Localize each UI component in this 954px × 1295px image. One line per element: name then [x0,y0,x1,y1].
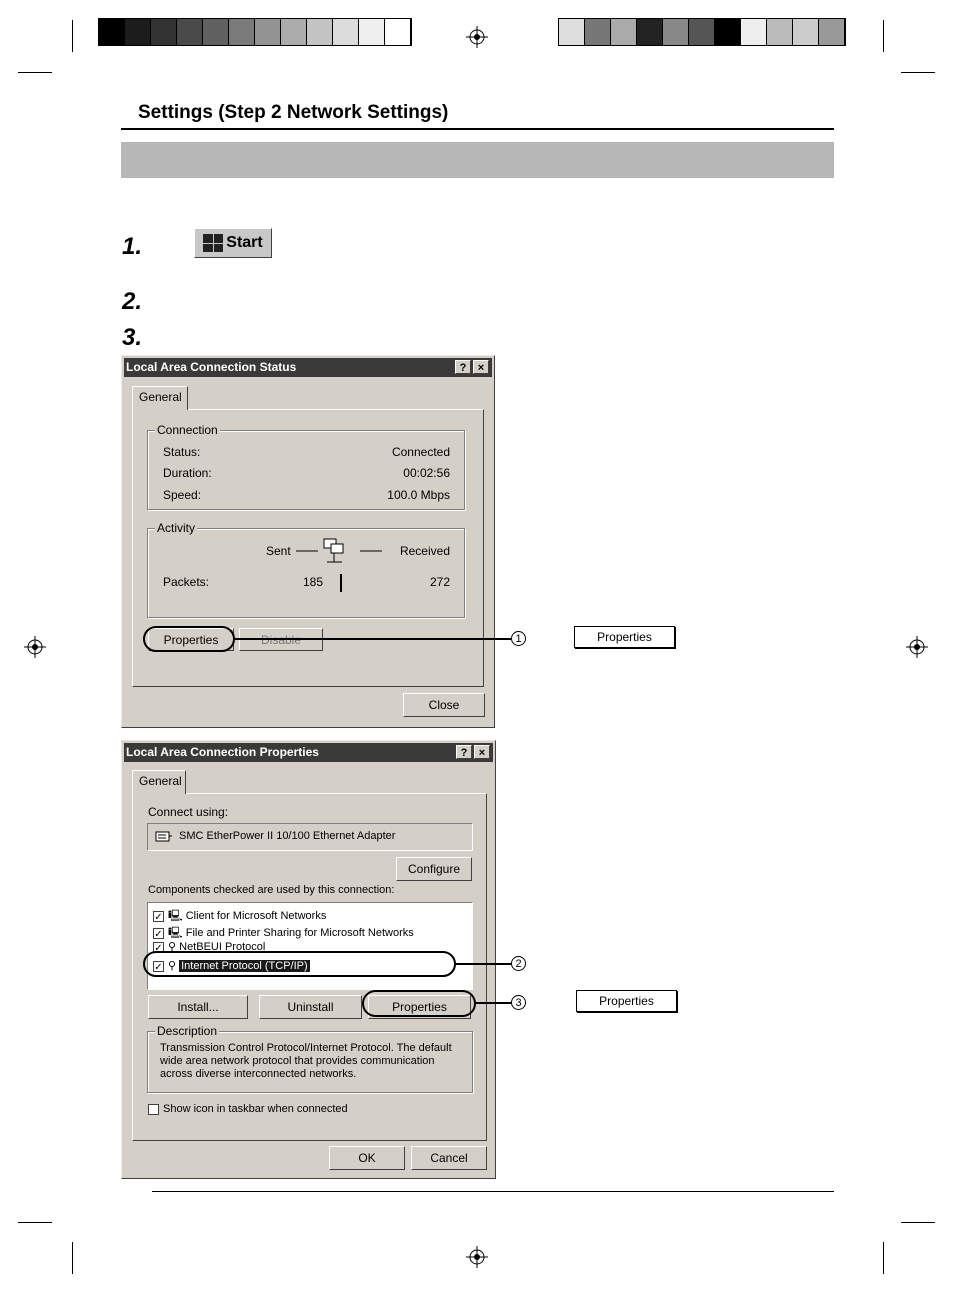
crop-mark [901,1222,935,1223]
crop-mark [72,20,73,52]
component-label: NetBEUI Protocol [179,941,266,953]
callout-line-3 [476,1002,511,1004]
configure-button-label: Configure [407,862,461,876]
side-properties-button-3: Properties [576,990,677,1012]
component-label-selected: Internet Protocol (TCP/IP) [181,960,308,972]
help-icon[interactable]: ? [455,360,471,374]
windows-logo-icon [203,234,223,252]
print-color-bar-right [558,18,846,46]
properties-dialog-titlebar [124,743,493,762]
sent-label: Sent [266,544,291,558]
section-title: Settings (Step 2 Network Settings) [138,102,449,123]
callout-number-2: 2 [511,956,526,971]
speed-value: 100.0 Mbps [387,488,450,502]
configure-button[interactable] [396,857,472,881]
properties-dialog-title: Local Area Connection Properties [126,745,319,759]
description-text: Transmission Control Protocol/Internet Protocol. The default wide area network protocol that provides communication across diverse interconnected networks. [160,1042,452,1080]
status-value: Connected [391,445,450,459]
component-label: File and Printer Sharing for Microsoft Networks [185,927,414,939]
install-button[interactable] [148,995,248,1019]
crop-mark [901,72,935,73]
received-label: Received [399,544,450,558]
start-button[interactable] [194,228,272,258]
footer-rule [152,1191,834,1192]
status-dialog [121,355,495,728]
crop-mark [883,1242,884,1274]
print-color-bar-left [98,18,412,46]
uninstall-button[interactable] [259,995,362,1019]
side-properties-button-1: Properties [574,626,675,648]
file-sharing-icon: 🖳 [168,927,186,939]
protocol-icon: ⚲ [168,960,180,972]
checkbox-checked-icon[interactable]: ✓ [154,961,163,973]
help-icon[interactable]: ? [456,745,472,759]
properties-button-label: Properties [163,632,219,647]
properties-button-label: Properties [392,1000,447,1014]
description-group-label: Description [157,1024,218,1038]
connection-group-label: Connection [157,423,218,437]
show-icon-label: Show icon in taskbar when connected [163,1103,348,1115]
close-icon[interactable]: × [473,360,489,374]
checkbox-checked-icon[interactable]: ✓ [154,911,163,923]
callout-line-2 [456,963,511,965]
callout-oval-2 [143,951,456,977]
install-button-label: Install... [177,1000,219,1014]
close-icon[interactable]: × [474,745,490,759]
duration-label: Duration: [163,466,212,480]
crop-mark [18,1222,52,1223]
status-label: Status: [163,445,201,459]
protocol-icon: ⚲ [168,941,180,953]
checkbox-unchecked-icon[interactable] [148,1104,159,1115]
component-label: Client for Microsoft Networks [185,910,327,922]
network-client-icon: 🖳 [168,910,186,922]
callout-oval-1 [143,626,235,652]
network-adapter-icon [155,830,173,844]
registration-mark-icon [24,636,46,658]
registration-mark-icon [466,1246,488,1268]
duration-value: 00:02:56 [403,466,450,480]
activity-group-label: Activity [157,521,196,535]
callout-oval-3 [362,990,476,1017]
tab-general[interactable]: General [132,770,186,794]
adapter-field [147,823,473,851]
checkbox-checked-icon[interactable]: ✓ [154,928,163,940]
adapter-name: SMC EtherPower II 10/100 Ethernet Adapter [179,830,396,842]
packets-divider [340,574,342,592]
close-button[interactable] [403,693,485,717]
crop-mark [883,20,884,52]
ok-button-label: OK [358,1151,376,1165]
status-dialog-titlebar [124,358,492,377]
step-number-1: 1. [122,233,143,260]
network-computers-icon [294,536,384,568]
packets-label: Packets: [163,575,210,589]
callout-number-1: 1 [511,631,526,646]
status-dialog-title: Local Area Connection Status [126,360,297,374]
packets-received-value: 272 [429,575,450,589]
heading-band [121,142,834,178]
step-number-2: 2. [122,288,143,315]
description-group [147,1024,473,1093]
components-label: Components checked are used by this connection: [148,884,395,896]
checkbox-checked-icon[interactable]: ✓ [154,942,163,954]
packets-sent-value: 185 [303,575,324,589]
title-rule [121,128,834,130]
speed-label: Speed: [163,488,202,502]
ok-button[interactable] [329,1146,405,1170]
cancel-button[interactable] [411,1146,487,1170]
callout-number-3: 3 [511,995,526,1010]
step-number-3: 3. [122,324,143,351]
component-item-netbeui[interactable] [153,940,266,954]
cancel-button-label: Cancel [430,1151,468,1165]
close-button-label: Close [428,698,460,712]
uninstall-button-label: Uninstall [287,1000,334,1014]
crop-mark [72,1242,73,1274]
callout-line-1 [235,638,511,640]
crop-mark [18,72,52,73]
show-icon-checkbox-row[interactable] [148,1103,348,1115]
start-button-label: Start [226,234,263,251]
registration-mark-icon [466,26,488,48]
registration-mark-icon [906,636,928,658]
tab-general[interactable]: General [132,386,188,410]
connect-using-label: Connect using: [148,805,229,819]
